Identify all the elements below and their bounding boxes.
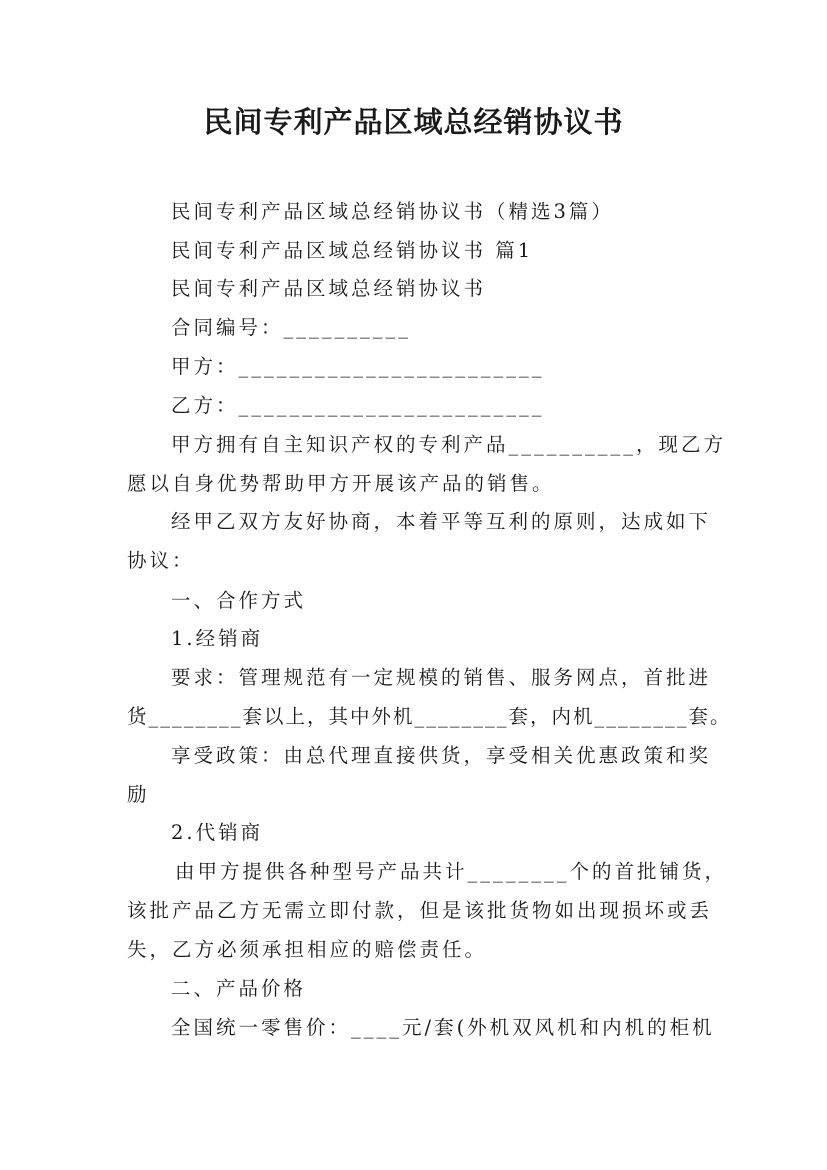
subsection-heading: 2.代销商 — [171, 821, 264, 844]
section-heading: 民间专利产品区域总经销协议书 篇1 — [171, 239, 534, 262]
section-heading: 一、合作方式 — [171, 589, 307, 612]
paragraph-line: 货________套以上，其中外机________套，内机________套。 — [127, 705, 732, 728]
paragraph-line: 甲方拥有自主知识产权的专利产品__________，现乙方 — [171, 433, 727, 456]
paragraph-line: 要求：管理规范有一定规模的销售、服务网点，首批进 — [171, 666, 712, 689]
paragraph-line: 失，乙方必须承担相应的赔偿责任。 — [127, 938, 488, 961]
paragraph-line: 愿以自身优势帮助甲方开展该产品的销售。 — [127, 472, 555, 495]
paragraph-line: 全国统一零售价：____元/套(外机双风机和内机的柜机 — [171, 1016, 715, 1039]
paragraph-line: 享受政策：由总代理直接供货，享受相关优惠政策和奖 — [171, 744, 712, 767]
section-heading: 二、产品价格 — [171, 977, 307, 1000]
subsection-heading: 1.经销商 — [171, 627, 264, 650]
paragraph-line: 经甲乙双方友好协商，本着平等互利的原则，达成如下 — [171, 510, 712, 533]
party-b-field: 乙方：________________________ — [171, 394, 545, 417]
subtitle-line: 民间专利产品区域总经销协议书（精选3篇） — [171, 200, 614, 223]
agreement-name: 民间专利产品区域总经销协议书 — [171, 277, 487, 300]
party-a-field: 甲方：________________________ — [171, 355, 545, 378]
paragraph-line: 励 — [127, 783, 150, 806]
document-title: 民间专利产品区域总经销协议书 — [203, 105, 624, 139]
paragraph-line: 由甲方提供各种型号产品共计________个的首批铺货， — [175, 860, 728, 883]
paragraph-line: 该批产品乙方无需立即付款，但是该批货物如出现损坏或丢 — [127, 899, 713, 922]
contract-number-field: 合同编号：__________ — [171, 316, 412, 339]
paragraph-line: 协议： — [127, 549, 195, 572]
